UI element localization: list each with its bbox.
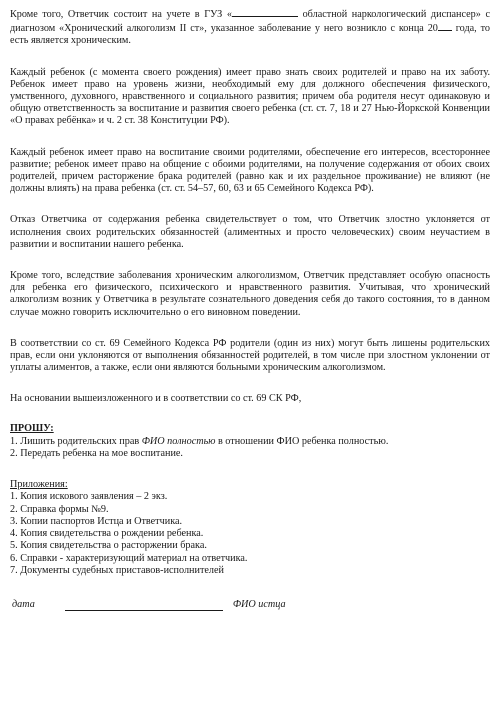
blank-institution-line [232,7,298,17]
paragraph-alcoholism: Кроме того, вследствие заболевания хроническим алкоголизмом, Ответчик представляет особую опасность для ребенка его физического, психического и нравственного развития. Учитывая, что хронический алкоголизм возник у Ответчика в результате сознательного доведения себя до такого состояния, то в данном случае можно говорить исключительно о его виновном поведении. [10,270,490,318]
request-item-2: 2. Передать ребенка на мое воспитание. [10,448,183,460]
blank-year-line [438,21,452,31]
paragraph-registration [10,7,490,48]
paragraph-basis: На основании вышеизложенного и в соответствии со ст. 69 СК РФ, [10,393,302,405]
date-label: дата [12,598,35,610]
request-emphasis: ФИО полностью [141,435,216,447]
paragraph-article-69: В соответствии со ст. 69 Семейного Кодекса РФ родители (один из них) могут быть лишены родительских прав, если они уклоняются от выполнения обязанностей родителей, в том числе при злостном уклонении от уплаты алиментов, а также, если они являются больными хроническим алкоголизмом. [10,337,490,374]
attachment-item: 3. Копии паспортов Истца и Ответчика. [10,515,183,527]
attachment-item: 1. Копия искового заявления – 2 экз. [10,491,168,503]
signature-line [65,601,223,611]
attachment-item: 2. Справка формы №9. [10,503,109,515]
request-title: ПРОШУ: [10,422,54,434]
paragraph-text: Кроме того, Ответчик состоит на учете в ГУЗ « [10,9,232,20]
paragraph-text: областной наркологический диспансер» с диагнозом «Хронический алкоголизм II ст», указанное заболевание у него возникло с конца 20 [10,9,490,35]
attachments-title: Приложения: [10,479,68,491]
signature-block [10,599,490,611]
attachment-item: 4. Копия свидетельства о рождении ребенка. [10,528,204,540]
paragraph-upbringing: Каждый ребенок имеет право на воспитание своими родителями, обеспечение его интересов, всестороннее развитие; ребенок имеет право на общение с обоими родителями, на получение содержания от обоих своих родителей, причем расторжение брака родителей (равно как и их раздельное проживание) не влияют (не должны влиять) на права ребенка (ст. ст. 54–57, 60, 63 и 65 Семейного Кодекса РФ). [10,146,490,195]
paragraph-text: года, то есть является хроническим. [10,23,491,47]
attachment-item: 5. Копия свидетельства о расторжении брака. [10,540,207,552]
paragraph-child-rights: Каждый ребенок (с момента своего рождения) имеет право знать своих родителей и право на их заботу. Ребенок имеет право на уровень жизни, необходимый ему для должного обеспечения физического, умственного, духовного, нравственного и социального развития; причем оба родителя несут одинаковую и общую ответственность за воспитание и развития своего ребенка (ст. ст. 7, 18 и 27 Нью-Йоркской Конвенции «О правах ребёнка» и ч. 2 ст. 38 Конституции РФ). [10,66,490,127]
request-text: 1. Лишить родительских прав [10,435,142,447]
request-text: в отношении ФИО ребенка полностью. [215,435,389,447]
request-item-1 [10,436,490,448]
paragraph-refusal: Отказ Ответчика от содержания ребенка свидетельствует о том, что Ответчик злостно уклоняется от исполнения своих родительских обязанностей (алиментных и просто человеческих) своим неучастием в развитии и воспитании нашего ребенка. [10,214,490,250]
name-label: ФИО истца [232,598,286,610]
attachment-item: 6. Справки - характеризующий материал на ответчика. [10,552,248,564]
attachment-item: 7. Документы судебных приставов-исполнителей [10,564,224,576]
